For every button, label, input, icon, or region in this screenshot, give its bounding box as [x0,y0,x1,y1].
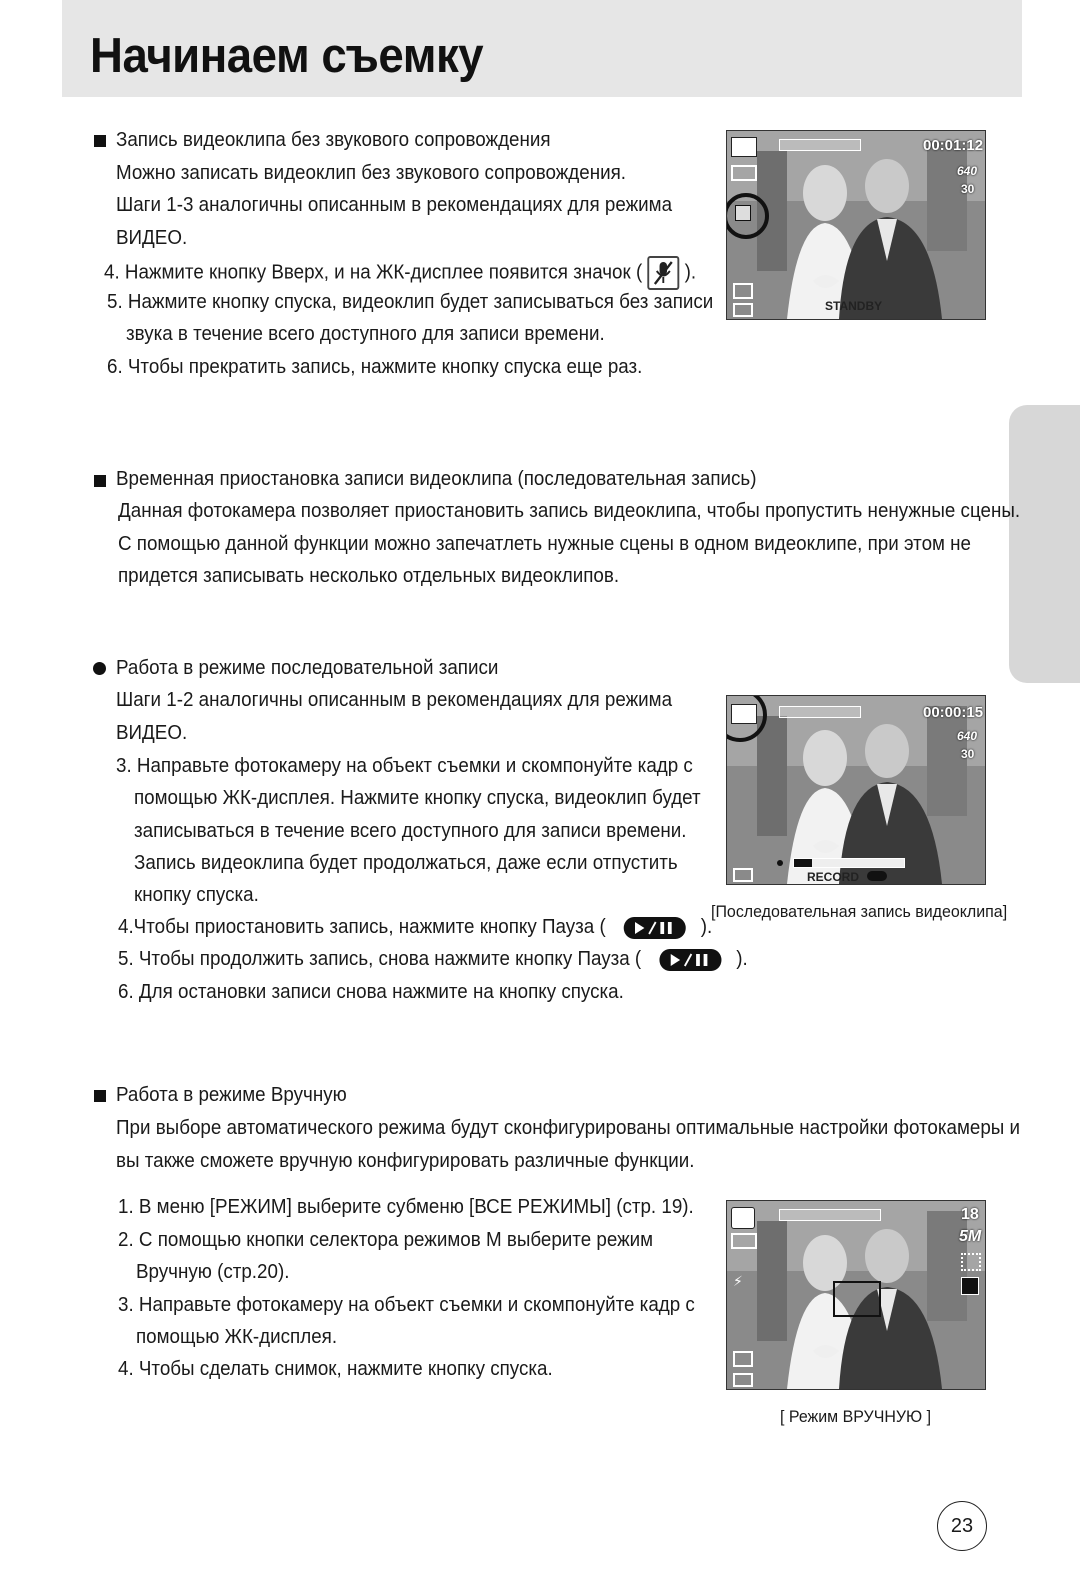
page-number: 23 [937,1501,987,1551]
section4-step2: 2. С помощью кнопки селектора режимов M выберите режим [118,1229,654,1251]
section3-heading: Работа в режиме последовательной записи [116,657,499,679]
section1-steps-ref: Шаги 1-3 аналогичны описанным в рекомендациях для режима [116,194,673,216]
mic-off-icon [647,256,679,290]
screen3-count: 18 [961,1206,979,1223]
screen2-status: RECORD [807,870,860,884]
flash-auto-icon: ⚡ [733,1273,743,1289]
zoom-bar [779,1209,881,1221]
section4-line1: При выборе автоматического режима будут сконфигурированы оптимальные настройки фотокамеры и [116,1117,1021,1139]
battery-icon [731,1233,757,1249]
screen1-size: 640 [957,164,978,178]
section4-step3-l2: помощью ЖК-дисплея. [136,1326,338,1348]
section3-step3-l5: кнопку спуска. [134,884,259,906]
play-pause-icon [660,949,722,971]
screen2-fps: 30 [961,747,975,761]
play-pause-icon [867,871,887,881]
stabilizer-icon [733,1351,753,1367]
section4-heading: Работа в режиме Вручную [116,1084,347,1106]
record-progress-bar [793,858,905,868]
metering-icon [961,1277,979,1295]
section1-step5: 5. Нажмите кнопку спуска, видеоклип будет записываться без записи [107,291,714,313]
section3-step3: 3. Направьте фотокамеру на объект съемки и скомпонуйте кадр с [116,755,693,777]
section1-steps-ref-2: ВИДЕО. [116,227,188,249]
storage-icon [733,868,753,882]
record-time-bar [779,706,861,718]
section1-step6: 6. Чтобы прекратить запись, нажмите кнопку спуска еще раз. [107,356,643,378]
section1-step4-end: ). [684,261,697,284]
section4-line2: вы также сможете вручную конфигурировать различные функции. [116,1150,695,1172]
record-time-bar [779,139,861,151]
section2-heading: Временная приостановка записи видеоклипа (последовательная запись) [116,468,757,490]
wedding-photo-image [727,696,985,884]
lcd-screen-standby [726,130,986,320]
section4-step1: 1. В меню [РЕЖИМ] выберите субменю [ВСЕ РЕЖИМЫ] (стр. 19). [118,1196,694,1218]
section3-step3-l3: записываться в течение всего доступного для записи времени. [134,820,687,842]
section1-step4 [104,256,696,290]
screen1-fps: 30 [961,182,975,196]
screen1-time: 00:01:12 [923,137,984,154]
section3-step4-text: 4.Чтобы приостановить запись, нажмите кнопку Пауза ( [118,916,606,938]
section3-step5-end: ). [736,948,748,970]
stabilizer-icon [733,283,753,299]
play-pause-icon [624,917,686,939]
lcd-screen-record [726,695,986,885]
screen3-caption: [ Режим ВРУЧНУЮ ] [780,1407,932,1426]
section3-steps-ref: Шаги 1-2 аналогичны описанным в рекомендациях для режима [116,689,673,711]
storage-icon [733,1373,753,1387]
screen1-status: STANDBY [825,299,883,313]
bullet-square-icon [94,475,106,487]
section3-step3-l4: Запись видеоклипа будет продолжаться, даже если отпустить [134,852,678,874]
section3-step4 [118,915,712,939]
section4-step4: 4. Чтобы сделать снимок, нажмите кнопку спуска. [118,1358,553,1380]
section3-step4-end: ). [700,916,713,938]
section4-step3: 3. Направьте фотокамеру на объект съемки и скомпонуйте кадр с [118,1294,695,1316]
record-dot-icon [777,860,783,866]
bullet-square-icon [94,135,106,147]
movie-mode-icon [731,704,757,724]
section3-step6: 6. Для остановки записи снова нажмите на кнопку спуска. [118,981,624,1003]
bullet-dot-icon [93,662,106,675]
section2-line1: Данная фотокамера позволяет приостановить запись видеоклипа, чтобы пропустить ненужные сцены. [118,500,1021,522]
storage-icon [733,303,753,317]
manual-mode-icon [731,1207,755,1229]
quality-icon [961,1253,981,1271]
section2-line2: С помощью данной функции можно запечатлеть нужные сцены в одном видеоклипе, при этом не [118,533,972,555]
section1-step5-cont: звука в течение всего доступного для записи времени. [126,323,605,345]
section1-step4-text: 4. Нажмите кнопку Вверх, и на ЖК-дисплее появится значок ( [104,261,643,284]
section3-steps-ref-2: ВИДЕО. [116,722,188,744]
section3-step5-text: 5. Чтобы продолжить запись, снова нажмите кнопку Пауза ( [118,948,642,970]
section3-step5 [118,947,748,971]
section1-heading: Запись видеоклипа без звукового сопровождения [116,129,551,151]
section2-line3: придется записывать несколько отдельных видеоклипов. [118,565,620,587]
screen3-size: 5M [959,1228,982,1245]
section4-step2-l2: Вручную (стр.20). [136,1261,290,1283]
screen2-size: 640 [957,729,978,743]
lcd-screen-manual [726,1200,986,1390]
section1-intro: Можно записать видеоклип без звукового сопровождения. [116,162,627,184]
screen2-caption: [Последовательная запись видеоклипа] [711,902,1008,921]
battery-icon [731,165,757,181]
bullet-square-icon [94,1090,106,1102]
voice-mute-icon [735,205,751,221]
chapter-side-tab [1009,405,1080,683]
movie-mode-icon [731,137,757,157]
section3-step3-l2: помощью ЖК-дисплея. Нажмите кнопку спуска, видеоклип будет [134,787,701,809]
af-frame [833,1281,881,1317]
page-title: Начинаем съемку [90,29,484,83]
screen2-time: 00:00:15 [923,704,984,721]
